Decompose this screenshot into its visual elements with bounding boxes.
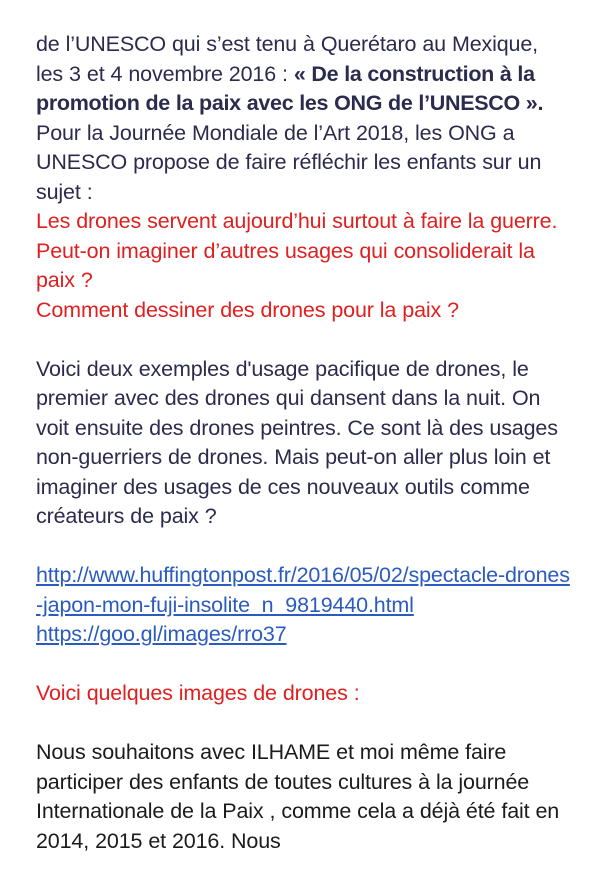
- paragraph-spacer-2: [36, 532, 570, 562]
- paragraph-spacer-3: [36, 650, 570, 680]
- paragraph-question-red-2: Comment dessiner des drones pour la paix ?: [36, 297, 459, 322]
- link-googl-images-rro37[interactable]: https://goo.gl/images/rro37: [36, 622, 287, 646]
- paragraph-intro: [36, 30, 570, 119]
- paragraph-closing: Nous souhaitons avec ILHAME et moi même faire participer des enfants de toutes cultures à la journée Internationale de la Paix , comme cela a déjà été fait en 2014, 2015 et 2016. Nous: [36, 740, 560, 853]
- paragraph-examples: Voici deux exemples d'usage pacifique de drones, le premier avec des drones qui dansent dans la nuit. On voit ensuite des drones peintres. Ce sont là des usages non-guerriers de drones. Mais peut-on aller plus loin et imaginer des usages de ces nouveaux outils comme créateurs de paix ?: [36, 356, 558, 528]
- paragraph-world-art-day: Pour la Journée Mondiale de l’Art 2018, les ONG a UNESCO propose de faire réfléchir les enfants sur un sujet :: [36, 120, 542, 204]
- intro-plain-text: de l’UNESCO qui s’est tenu à Querétaro au Mexique, les 3 et 4 novembre 2016 :: [36, 32, 538, 86]
- paragraph-spacer-4: [36, 709, 570, 739]
- document-body: [36, 30, 570, 856]
- heading-images-de-drones: Voici quelques images de drones :: [36, 681, 360, 705]
- paragraph-question-red-1: Les drones servent aujourd’hui surtout à faire la guerre. Peut-on imaginer d’autres usages qui consoliderait la paix ?: [36, 209, 558, 292]
- link-huffingtonpost-drones-japon[interactable]: http://www.huffingtonpost.fr/2016/05/02/spectacle-drones-japon-mon-fuji-insolite_n_9819440.html: [36, 563, 570, 617]
- link-list: [36, 561, 570, 650]
- intro-quote-bold-text: « De la construction à la promotion de la paix avec les ONG de l’UNESCO ».: [36, 61, 544, 115]
- paragraph-spacer-1: [36, 325, 570, 355]
